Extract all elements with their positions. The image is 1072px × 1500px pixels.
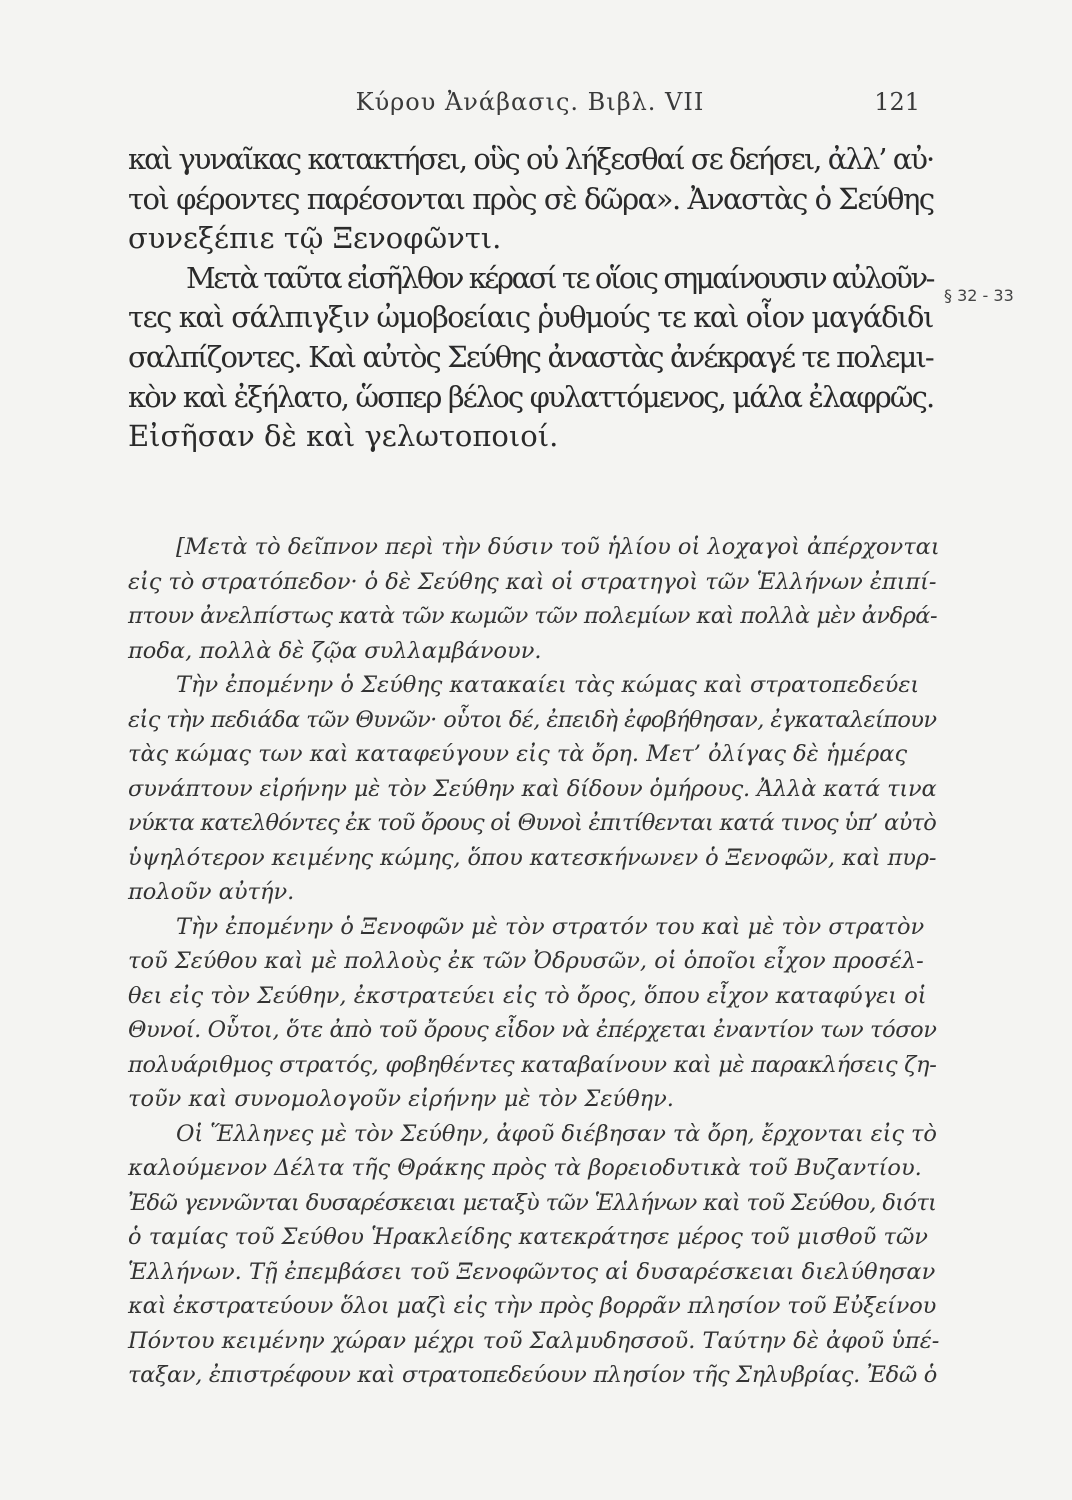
summary-paragraph bbox=[128, 668, 940, 910]
summary-line: εἰς τὸ στρατόπεδον· ὁ δὲ Σεύθης καὶ οἱ στρατηγοὶ τῶν Ἑλλήνων ἐπιπί- bbox=[128, 568, 937, 595]
summary-line: καὶ ἐκστρατεύουν ὅλοι μαζὶ εἰς τὴν πρὸς βορρᾶν πλησίον τοῦ Εὐξείνου bbox=[128, 1293, 937, 1319]
summary-line: ποδα, πολλὰ δὲ ζῷα συλλαμβάνουν. bbox=[128, 637, 542, 664]
summary-line: πολοῦν αὐτήν. bbox=[128, 879, 295, 905]
page-number: 121 bbox=[874, 88, 920, 116]
summary-line: τὰς κώμας των καὶ καταφεύγουν εἰς τὰ ὄρη. Μετ’ ὀλίγας δὲ ἡμέρας bbox=[128, 741, 908, 767]
summary-paragraph bbox=[128, 910, 940, 1117]
summary-line: Ἐδῶ γεννῶνται δυσαρέσκειαι μεταξὺ τῶν Ἑλλήνων καὶ τοῦ Σεύθου, διότι bbox=[128, 1189, 937, 1216]
summary-line: Πόντου κειμένην χώραν μέχρι τοῦ Σαλμυδησσοῦ. Ταύτην δὲ ἀφοῦ ὑπέ- bbox=[128, 1327, 940, 1354]
summary-line: τοῦ Σεύθου καὶ μὲ πολλοὺς ἐκ τῶν Ὀδρυσῶν, οἱ ὁποῖοι εἶχον προσέλ- bbox=[128, 948, 924, 974]
summary-line: καλούμενον Δέλτα τῆς Θράκης πρὸς τὰ βορειοδυτικὰ τοῦ Βυζαντίου. bbox=[128, 1155, 922, 1181]
text-line: σαλπίζοντες. Καὶ αὐτὸς Σεύθης ἀναστὰς ἀνέκραγέ τε πολεμι- bbox=[128, 339, 933, 374]
main-greek-text bbox=[128, 140, 936, 457]
summary-line: πολυάριθμος στρατός, φοβηθέντες καταβαίνουν καὶ μὲ παρακλήσεις ζη- bbox=[128, 1051, 937, 1078]
summary-line: Θυνοί. Οὗτοι, ὅτε ἀπὸ τοῦ ὄρους εἶδον νὰ ἐπέρχεται ἐναντίον των τόσον bbox=[128, 1017, 937, 1043]
text-line: τοὶ φέροντες παρέσονται πρὸς σὲ δῶρα». Ἀναστὰς ὁ Σεύθης bbox=[128, 181, 934, 216]
text-line: Μετὰ ταῦτα εἰσῆλθον κέρασί τε οἵοις σημαίνουσιν αὐλοῦν- bbox=[186, 260, 934, 295]
summary-line: Τὴν ἐπομένην ὁ Ξενοφῶν μὲ τὸν στρατόν του καὶ μὲ τὸν στρατὸν bbox=[176, 913, 925, 940]
summary-line: εἰς τὴν πεδιάδα τῶν Θυνῶν· οὗτοι δέ, ἐπειδὴ ἐφοβήθησαν, ἐγκαταλείπουν bbox=[128, 706, 937, 733]
summary-line: Ἑλλήνων. Τῇ ἐπεμβάσει τοῦ Ξενοφῶντος αἱ δυσαρέσκειαι διελύθησαν bbox=[128, 1258, 936, 1285]
running-title: Κύρου Ἀνάβασις. Βιβλ. VII bbox=[355, 88, 705, 116]
summary-line: [Μετὰ τὸ δεῖπνον περὶ τὴν δύσιν τοῦ ἡλίου οἱ λοχαγοὶ ἀπέρχονται bbox=[176, 534, 940, 560]
text-line: συνεξέπιε τῷ Ξενοφῶντι. bbox=[128, 221, 502, 256]
summary-paragraph bbox=[128, 530, 940, 668]
summary-paragraph bbox=[128, 1117, 940, 1393]
margin-section-reference: § 32 - 33 bbox=[944, 286, 1014, 305]
summary-line: Τὴν ἐπομένην ὁ Σεύθης κατακαίει τὰς κώμας καὶ στρατοπεδεύει bbox=[176, 672, 920, 698]
summary-text bbox=[128, 530, 940, 1393]
summary-line: ὑψηλότερον κειμένης κώμης, ὅπου κατεσκήνωνεν ὁ Ξενοφῶν, καὶ πυρ- bbox=[128, 844, 937, 871]
summary-line: θει εἰς τὸν Σεύθην, ἐκστρατεύει εἰς τὸ ὄρος, ὅπου εἶχον καταφύγει οἱ bbox=[128, 982, 927, 1009]
summary-line: Οἱ Ἕλληνες μὲ τὸν Σεύθην, ἀφοῦ διέβησαν τὰ ὄρη, ἔρχονται εἰς τὸ bbox=[176, 1120, 937, 1147]
text-line: Εἰσῆσαν δὲ καὶ γελωτοποιοί. bbox=[128, 419, 559, 454]
summary-line: ταξαν, ἐπιστρέφουν καὶ στρατοπεδεύουν πλησίον τῆς Σηλυβρίας. Ἐδῶ ὁ bbox=[128, 1362, 937, 1388]
summary-line: τοῦν καὶ συνομολογοῦν εἰρήνην μὲ τὸν Σεύθην. bbox=[128, 1086, 674, 1112]
text-line: κὸν καὶ ἐξήλατο, ὥσπερ βέλος φυλαττόμενος, μάλα ἐλαφρῶς. bbox=[128, 379, 934, 414]
text-line: καὶ γυναῖκας κατακτήσει, οὓς οὐ λήξεσθαί σε δεήσει, ἀλλ’ αὐ· bbox=[128, 142, 934, 176]
summary-line: πτουν ἀνελπίστως κατὰ τῶν κωμῶν τῶν πολεμίων καὶ πολλὰ μὲν ἀνδρά- bbox=[128, 603, 938, 629]
summary-line: συνάπτουν εἰρήνην μὲ τὸν Σεύθην καὶ δίδουν ὁμήρους. Ἀλλὰ κατά τινα bbox=[128, 775, 937, 802]
summary-line: ὁ ταμίας τοῦ Σεύθου Ἡρακλείδης κατεκράτησε μέρος τοῦ μισθοῦ τῶν bbox=[128, 1224, 928, 1250]
summary-line: νύκτα κατελθόντες ἐκ τοῦ ὄρους οἱ Θυνοὶ ἐπιτίθενται κατά τινος ὑπ’ αὐτὸ bbox=[128, 810, 937, 836]
text-line: τες καὶ σάλπιγξιν ὠμοβοείαις ῥυθμούς τε καὶ οἷον μαγάδιδι bbox=[128, 300, 933, 335]
running-header bbox=[140, 88, 920, 124]
